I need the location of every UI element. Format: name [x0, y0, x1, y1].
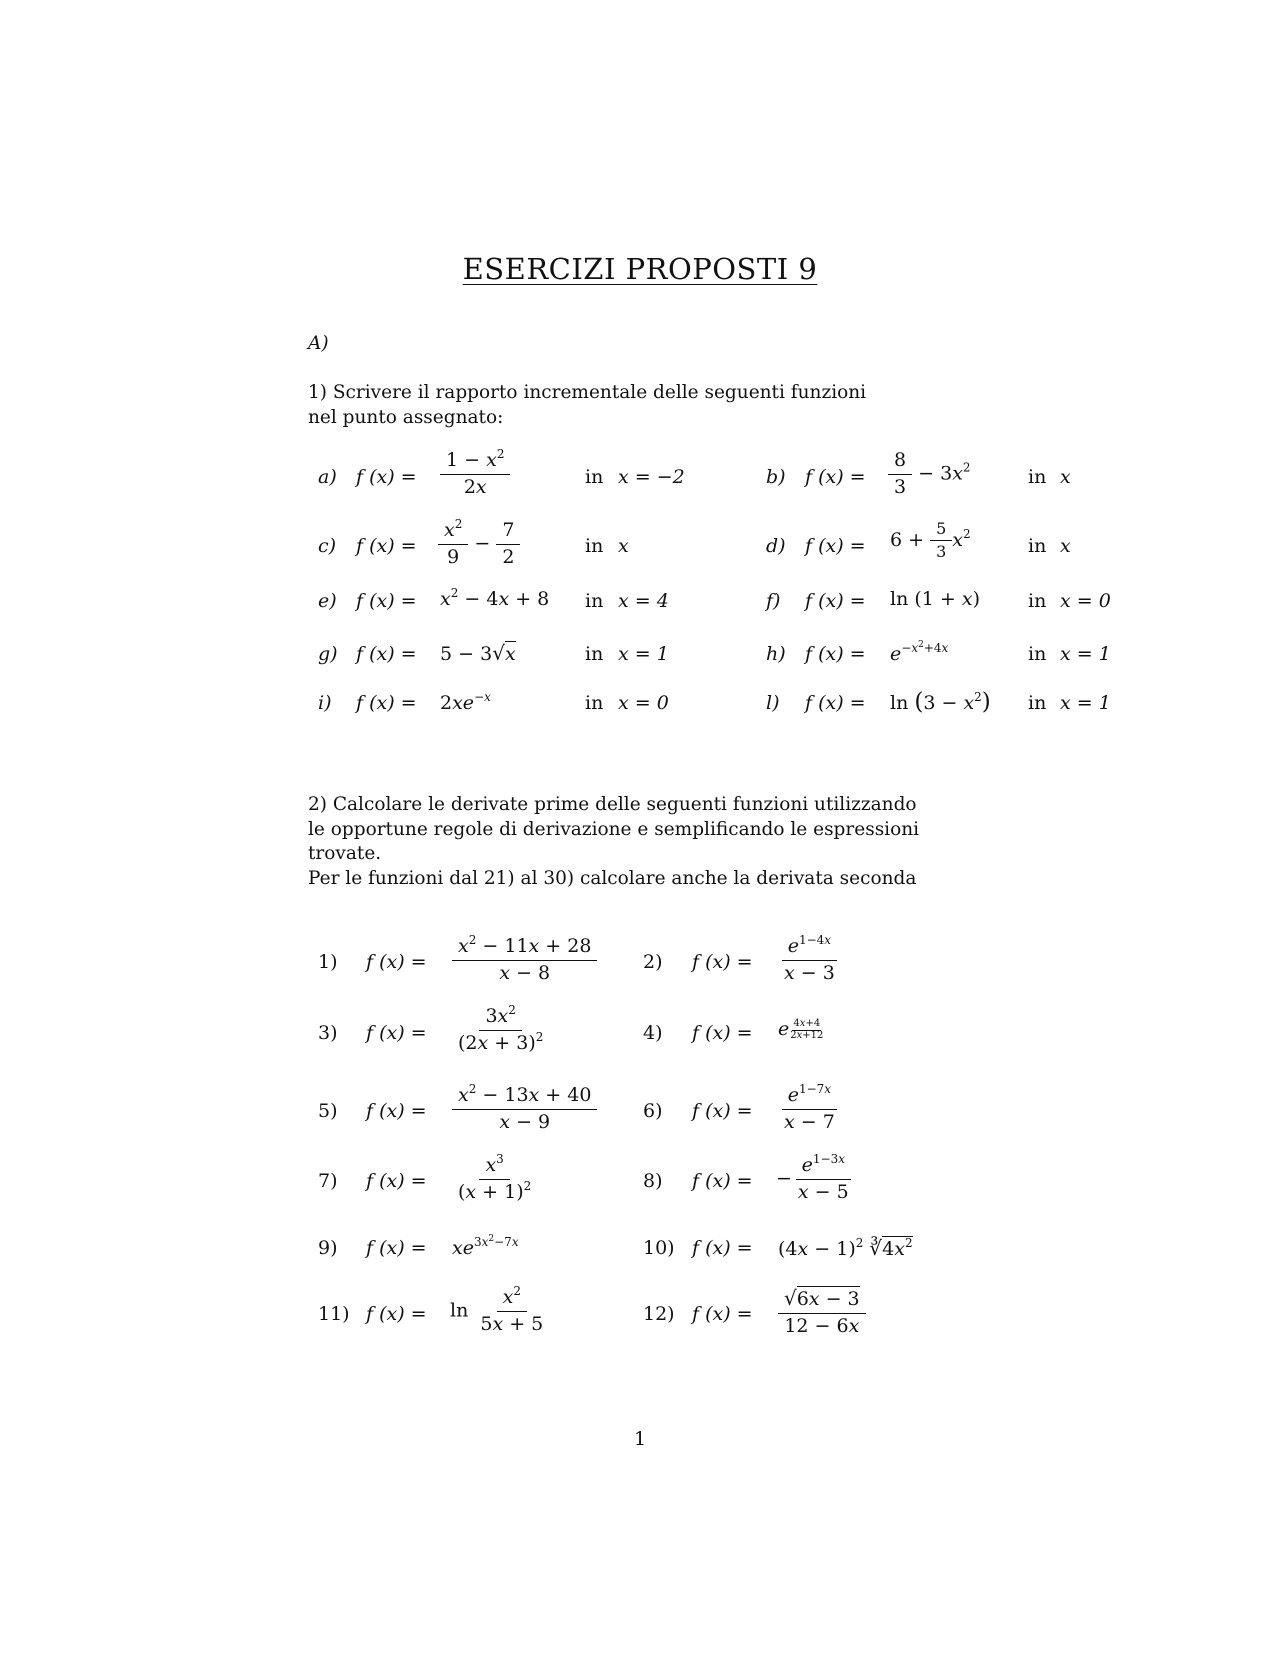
- function-lhs: f (x) =: [805, 590, 866, 612]
- evaluation-point: x = 1: [1060, 692, 1111, 714]
- function-expression: 5 − 3√x: [440, 641, 516, 665]
- in-keyword: in: [1028, 535, 1047, 557]
- function-lhs: f (x) =: [692, 1237, 753, 1259]
- function-expression: $\frac{3x^2}{(2x + 3)^2}$: [458, 1003, 544, 1054]
- function-lhs: f (x) =: [366, 951, 427, 973]
- item-label: 2): [643, 951, 663, 973]
- function-expression: $\frac{x^2}{9}$ − $\frac{7}{2}$: [438, 520, 520, 569]
- function-lhs: f (x) =: [356, 692, 417, 714]
- function-expression: $xe^{3x^2-7x}$: [452, 1234, 519, 1259]
- exercise2-text-line3: trovate.: [308, 843, 382, 864]
- item-label: 1): [318, 951, 338, 973]
- in-keyword: in: [585, 692, 604, 714]
- section-label: A): [308, 333, 329, 354]
- function-expression: 6 + $\frac{5}{3}$ $x^2$: [890, 519, 971, 562]
- in-keyword: in: [585, 590, 604, 612]
- function-lhs: f (x) =: [805, 466, 866, 488]
- item-label: 10): [643, 1237, 675, 1259]
- page-title: ESERCIZI PROPOSTI 9: [462, 252, 818, 286]
- evaluation-point: x = −2: [618, 466, 685, 488]
- function-lhs: f (x) =: [692, 1100, 753, 1122]
- function-lhs: f (x) =: [805, 692, 866, 714]
- evaluation-point: x = 1: [1060, 643, 1111, 665]
- item-label: 12): [643, 1303, 675, 1325]
- in-keyword: in: [585, 643, 604, 665]
- function-expression: $\frac{1 - x^2}{2x}$: [440, 450, 510, 499]
- function-lhs: f (x) =: [366, 1237, 427, 1259]
- item-label: h): [766, 643, 786, 665]
- function-lhs: f (x) =: [356, 466, 417, 488]
- function-lhs: f (x) =: [366, 1303, 427, 1325]
- evaluation-point: x = 0: [618, 692, 669, 714]
- function-lhs: f (x) =: [356, 535, 417, 557]
- function-expression: $\ln (3 - x^2)$: [890, 689, 991, 715]
- function-expression: $x^2 - 4x + 8$: [440, 586, 550, 610]
- function-expression: e $\frac{4x+4}{2x+12}$: [778, 1018, 824, 1041]
- exercise1-text-line2: nel punto assegnato:: [308, 407, 504, 428]
- evaluation-point: x: [618, 535, 629, 557]
- function-lhs: f (x) =: [692, 1170, 753, 1192]
- function-expression: $\frac{x^2 - 13x + 40}{x - 9}$: [452, 1085, 597, 1134]
- in-keyword: in: [1028, 466, 1047, 488]
- evaluation-point: x = 0: [1060, 590, 1111, 612]
- function-lhs: f (x) =: [366, 1170, 427, 1192]
- function-lhs: f (x) =: [366, 1100, 427, 1122]
- item-label: i): [318, 692, 332, 714]
- function-expression: $\frac{x^3}{(x + 1)^2}$: [458, 1152, 532, 1203]
- function-expression: ln (1 + x): [890, 588, 980, 610]
- evaluation-point: x: [1060, 535, 1071, 557]
- in-keyword: in: [1028, 590, 1047, 612]
- item-label: 7): [318, 1170, 338, 1192]
- exercise2-text-line2: le opportune regole di derivazione e semplificando le espressioni: [308, 819, 920, 840]
- item-label: 3): [318, 1022, 338, 1044]
- item-label: c): [318, 535, 337, 557]
- function-expression: $(4x - 1)^2$ $∛4x^2$: [778, 1236, 913, 1260]
- item-label: 8): [643, 1170, 663, 1192]
- evaluation-point: x = 1: [618, 643, 669, 665]
- in-keyword: in: [1028, 643, 1047, 665]
- function-lhs: f (x) =: [692, 1303, 753, 1325]
- item-label: d): [766, 535, 786, 557]
- exercise2-text-line4: Per le funzioni dal 21) al 30) calcolare anche la derivata seconda: [308, 868, 917, 889]
- in-keyword: in: [1028, 692, 1047, 714]
- function-expression: $e^{-x^2+4x}$: [890, 640, 949, 665]
- exercise1-text-line1: 1) Scrivere il rapporto incrementale delle seguenti funzioni: [308, 382, 867, 403]
- item-label: 9): [318, 1237, 338, 1259]
- page-number: 1: [633, 1428, 647, 1450]
- function-lhs: f (x) =: [692, 951, 753, 973]
- function-expression: $\frac{e^{1-4x}}{x - 3}$: [778, 936, 841, 985]
- function-lhs: f (x) =: [692, 1022, 753, 1044]
- function-lhs: f (x) =: [356, 643, 417, 665]
- item-label: 5): [318, 1100, 338, 1122]
- item-label: 6): [643, 1100, 663, 1122]
- function-expression: $\frac{x^2 - 11x + 28}{x - 8}$: [452, 936, 597, 985]
- evaluation-point: x = 4: [618, 590, 669, 612]
- exercise2-text-line1: 2) Calcolare le derivate prime delle seguenti funzioni utilizzando: [308, 794, 917, 815]
- function-lhs: f (x) =: [366, 1022, 427, 1044]
- item-label: a): [318, 466, 337, 488]
- function-lhs: f (x) =: [805, 643, 866, 665]
- function-lhs: f (x) =: [805, 535, 866, 557]
- item-label: f): [766, 590, 781, 612]
- item-label: 4): [643, 1022, 663, 1044]
- function-expression: ln $\frac{x^2}{5x + 5}$: [450, 1284, 544, 1335]
- function-expression: $2xe^{-x}$: [440, 690, 491, 714]
- function-lhs: f (x) =: [356, 590, 417, 612]
- item-label: b): [766, 466, 786, 488]
- item-label: 11): [318, 1303, 350, 1325]
- in-keyword: in: [585, 535, 604, 557]
- item-label: g): [318, 643, 338, 665]
- function-expression: $\frac{e^{1-7x}}{x - 7}$: [778, 1085, 841, 1134]
- item-label: l): [766, 692, 780, 714]
- evaluation-point: x: [1060, 466, 1071, 488]
- function-expression: $\frac{√6x - 3}{12 - 6x}$: [778, 1287, 866, 1338]
- item-label: e): [318, 590, 337, 612]
- function-expression: − $\frac{e^{1-3x}}{x - 5}$: [776, 1155, 855, 1204]
- in-keyword: in: [585, 466, 604, 488]
- function-expression: $\frac{8}{3}$ − $3x^2$: [888, 450, 971, 499]
